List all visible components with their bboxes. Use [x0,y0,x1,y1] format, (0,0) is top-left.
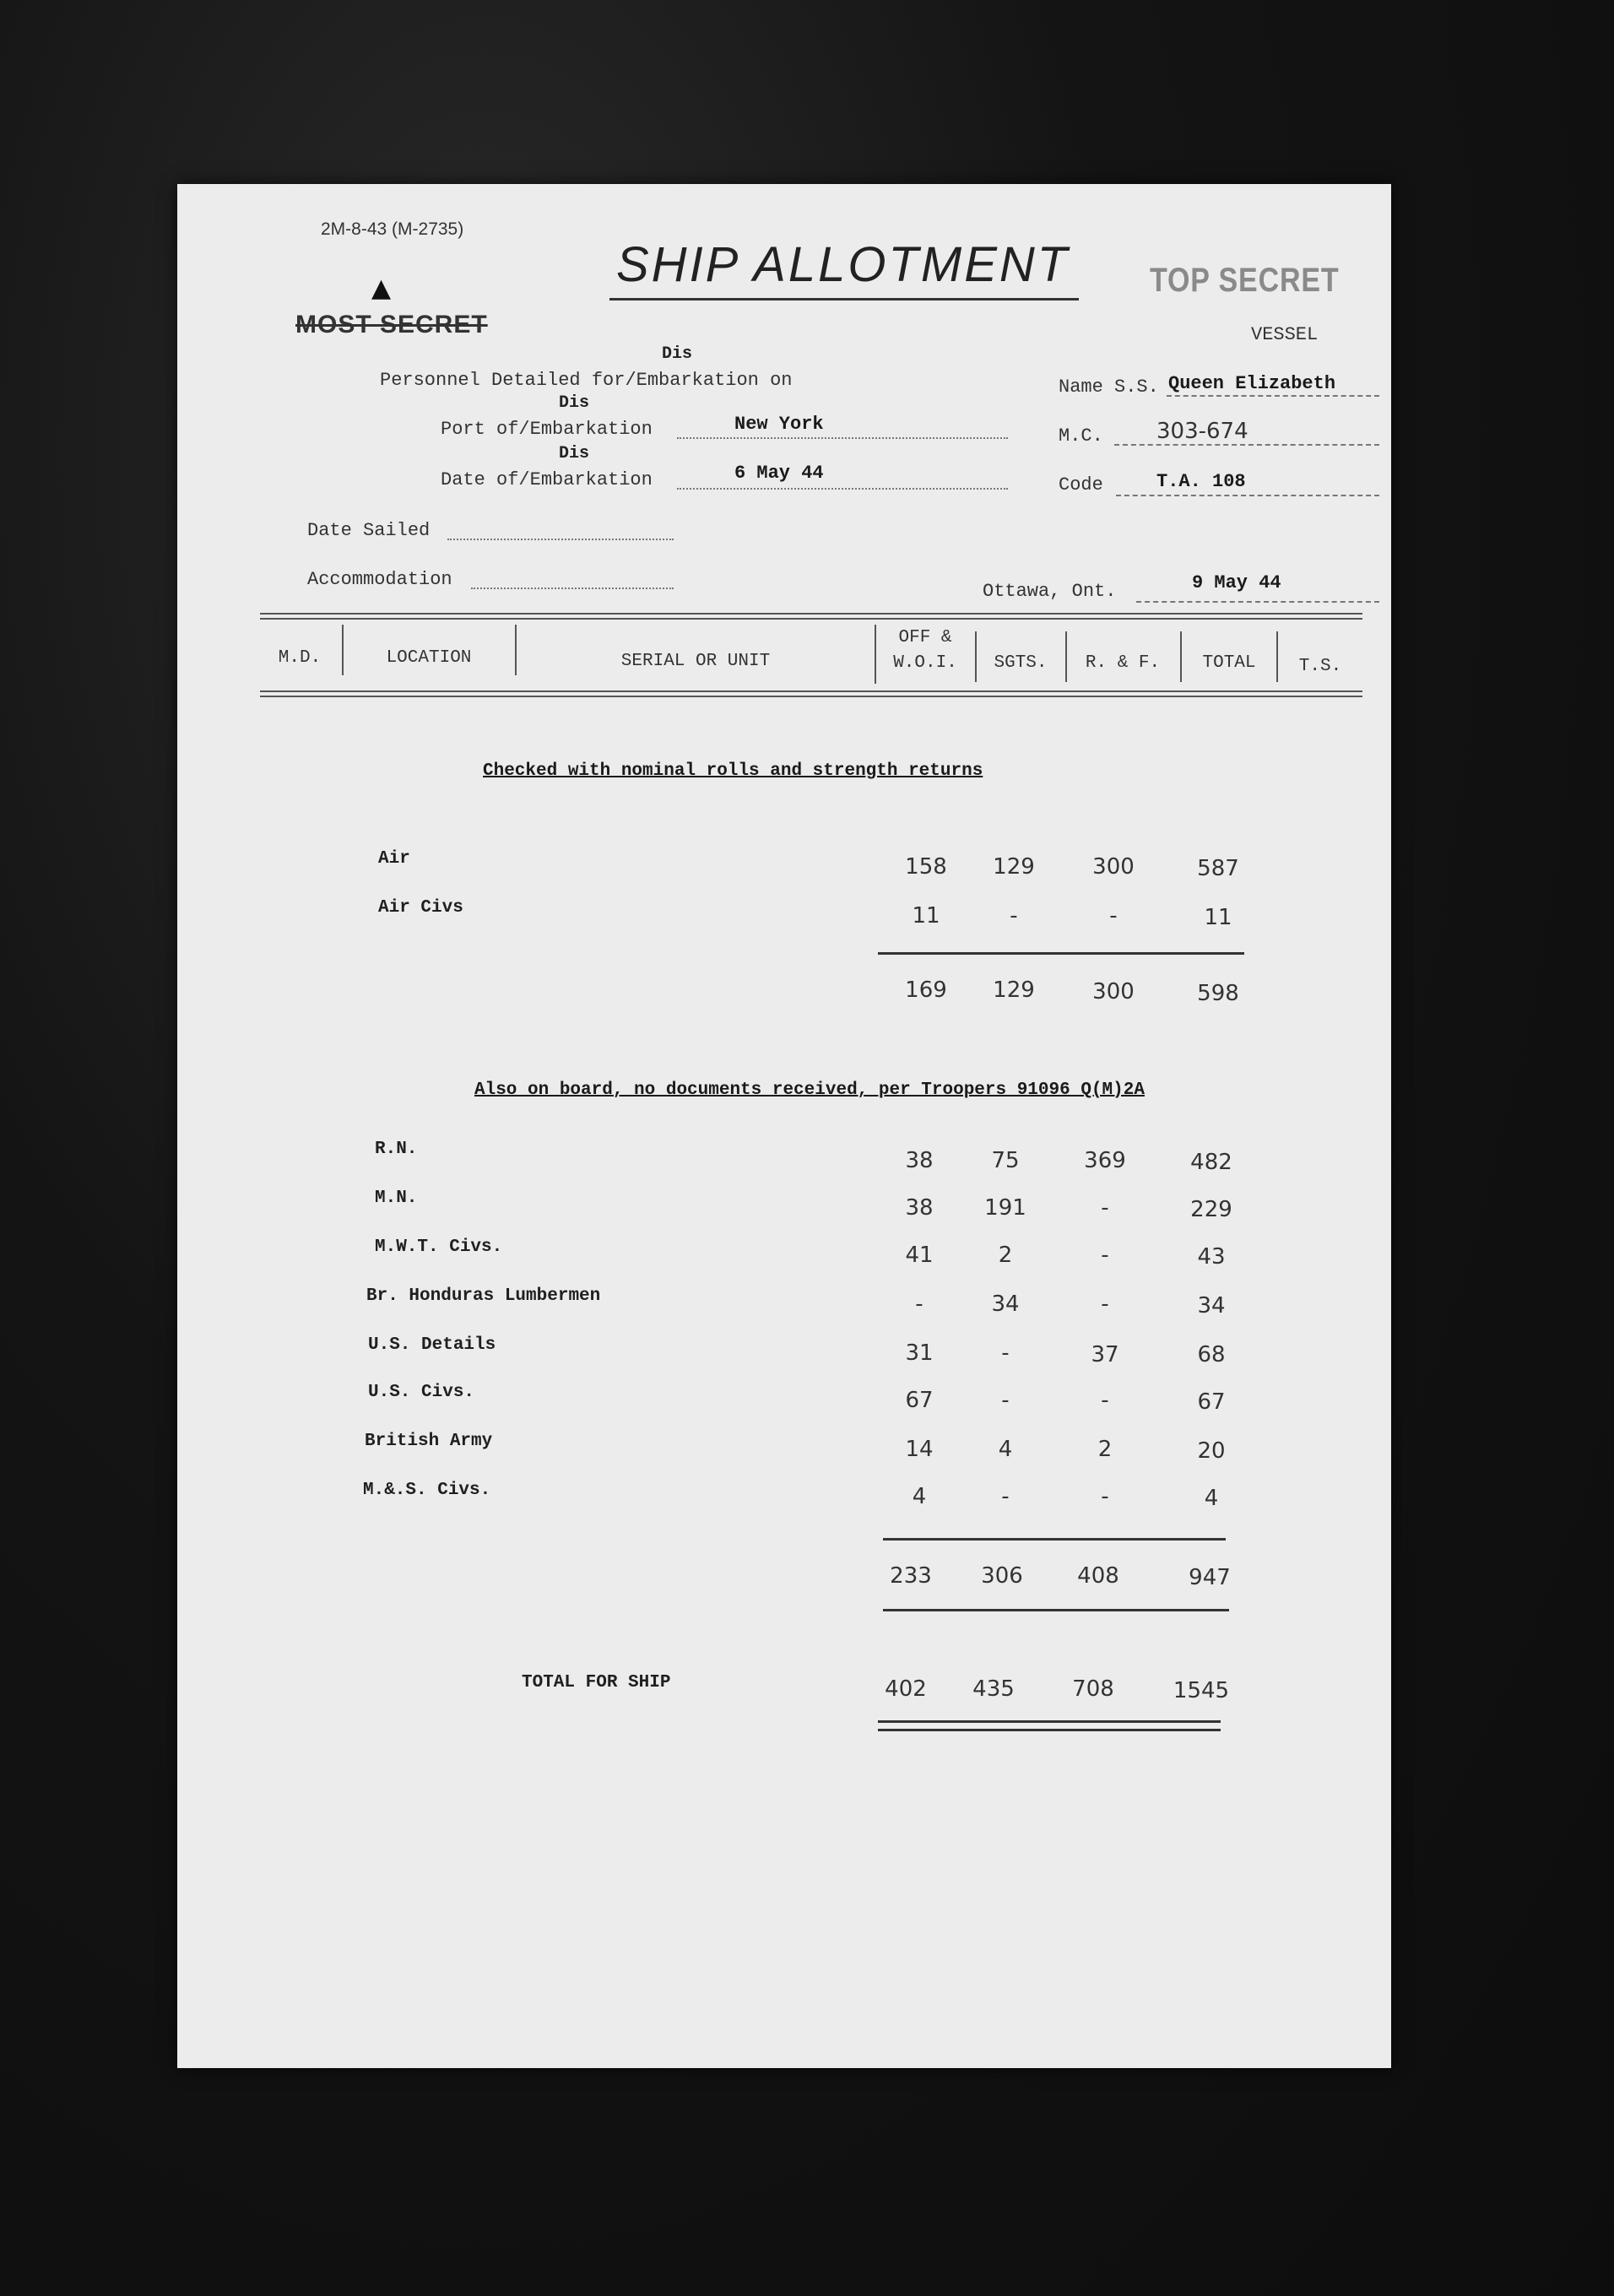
row-off: 11 [912,903,940,929]
col-sep-2 [515,625,517,675]
row-rf: 300 [1092,854,1135,880]
ship-name-line [1167,395,1379,397]
header-rule-top-2 [260,618,1362,620]
grand-total-rule-1 [878,1720,1221,1723]
subtotal-total: 598 [1197,981,1239,1006]
row-label: M.&.S. Civs. [363,1481,491,1500]
col-rf: R. & F. [1085,653,1161,673]
grand-total-sgts: 435 [972,1676,1015,1702]
col-md: M.D. [278,648,322,668]
row-off: 41 [905,1243,934,1268]
row-total: 229 [1190,1197,1232,1222]
row-label: U.S. Details [368,1335,496,1355]
subtotal-off: 233 [890,1563,932,1589]
row-total: 34 [1197,1293,1226,1319]
form-number: 2M-8-43 (M-2735) [321,219,464,239]
row-rf: - [1101,1243,1109,1268]
date-sailed-label: Date Sailed [307,520,431,541]
section1-title: Checked with nominal rolls and strength returns [483,761,983,781]
accommodation-label: Accommodation [307,569,452,590]
row-sgts: 75 [991,1148,1020,1173]
section2-title: Also on board, no documents received, per Troopers 91096 Q(M)2A [474,1080,1145,1100]
row-label: R.N. [375,1140,418,1159]
row-rf: - [1101,1388,1109,1413]
col-ts: T.S. [1298,657,1342,676]
date-sailed-dotted-line [447,539,674,540]
ship-name: Queen Elizabeth [1168,373,1336,394]
row-label: M.N. [375,1189,418,1208]
row-rf: - [1101,1484,1109,1509]
row-off: 4 [912,1484,927,1509]
row-off: 31 [905,1340,934,1366]
row-sgts: - [1001,1388,1010,1413]
row-sgts: - [1010,903,1018,929]
section2-subtotal-rule-top [883,1538,1226,1541]
row-sgts: 4 [998,1437,1013,1462]
row-off: 38 [905,1195,934,1221]
row-label: Air Civs [378,898,463,918]
row-rf: 369 [1084,1148,1126,1173]
col-sep-1 [342,625,344,675]
code-value: T.A. 108 [1156,471,1246,492]
grand-total-off: 402 [885,1676,927,1702]
col-off-line2: W.O.I. [893,653,957,673]
document-title: SHIP ALLOTMENT [616,237,1070,292]
code-line [1116,495,1379,496]
mc-line [1114,444,1379,446]
vessel-label: VESSEL [1251,324,1319,345]
subtotal-rf: 300 [1092,979,1135,1004]
mc-label: M.C. [1059,425,1103,447]
row-off: 67 [905,1388,934,1413]
row-rf: 2 [1097,1437,1113,1462]
row-rf: 37 [1091,1342,1119,1367]
most-secret-struck: MOST SECRET [295,311,488,338]
dis-insert-2: Dis [559,393,590,413]
header-rule-top-1 [260,613,1362,615]
row-rf: - [1109,903,1118,929]
dis-insert-1: Dis [662,344,693,364]
header-rule-bottom-2 [260,696,1362,697]
header-rule-bottom-1 [260,690,1362,692]
grand-total-rf: 708 [1072,1676,1114,1702]
col-off-line1: OFF & [898,628,952,647]
row-total: 11 [1204,905,1232,930]
row-sgts: 191 [984,1195,1026,1221]
top-secret-stamp: TOP SECRET [1150,262,1340,299]
date-dotted-line [677,488,1008,490]
subtotal-off: 169 [905,977,947,1003]
row-sgts: 2 [998,1243,1013,1268]
personnel-label: Personnel Detailed for/Embarkation on [380,370,793,391]
row-total: 67 [1197,1389,1226,1415]
code-label: Code [1059,474,1103,495]
subtotal-sgts: 306 [981,1563,1023,1589]
row-off: 38 [905,1148,934,1173]
col-sgts: SGTS. [994,653,1048,673]
col-sep-4 [975,631,977,682]
row-sgts: - [1001,1484,1010,1509]
col-location: LOCATION [386,648,472,668]
grand-total-total: 1545 [1173,1678,1230,1703]
row-total: 43 [1197,1244,1226,1270]
port-value: New York [734,414,824,435]
row-sgts: 129 [993,854,1035,880]
row-total: 68 [1197,1342,1226,1367]
row-total: 587 [1197,856,1239,881]
place-date-line [1136,601,1379,603]
row-label: British Army [365,1432,493,1451]
subtotal-total: 947 [1189,1565,1231,1590]
section1-subtotal-rule [878,952,1244,955]
date-embarkation-label: Date of/Embarkation [441,469,653,490]
col-total: TOTAL [1202,653,1256,673]
accommodation-dotted-line [471,588,674,589]
row-total: 4 [1204,1486,1219,1511]
document-page [177,184,1391,2068]
row-sgts: - [1001,1340,1010,1366]
row-rf: - [1101,1195,1109,1221]
row-off: 14 [905,1437,934,1462]
row-sgts: 34 [991,1292,1020,1317]
col-sep-5 [1065,631,1067,682]
col-serial: SERIAL OR UNIT [620,652,771,671]
total-for-ship-label: TOTAL FOR SHIP [522,1673,671,1692]
row-label: U.S. Civs. [368,1383,475,1402]
row-label: Air [378,849,410,869]
col-sep-7 [1276,631,1278,682]
port-dotted-line [677,437,1008,439]
subtotal-sgts: 129 [993,977,1035,1003]
row-label: Br. Honduras Lumbermen [366,1286,601,1306]
row-total: 20 [1197,1438,1226,1464]
place-date: 9 May 44 [1192,572,1281,593]
section2-subtotal-rule-bottom [883,1609,1229,1611]
col-sep-6 [1180,631,1182,682]
row-label: M.W.T. Civs. [375,1237,503,1257]
grand-total-rule-2 [878,1729,1221,1731]
mc-value: 303-674 [1156,419,1248,444]
broad-arrow-icon: ▲ [371,273,392,303]
row-off: 158 [905,854,947,880]
date-embarkation-value: 6 May 44 [734,463,824,484]
place-label: Ottawa, Ont. [983,581,1117,602]
dis-insert-3: Dis [559,444,590,463]
row-rf: - [1101,1292,1109,1317]
port-label: Port of/Embarkation [441,419,653,440]
subtotal-rf: 408 [1077,1563,1119,1589]
row-off: - [915,1292,923,1317]
name-ss-label: Name S.S. [1059,376,1159,398]
title-underline [609,298,1079,301]
row-total: 482 [1190,1150,1232,1175]
